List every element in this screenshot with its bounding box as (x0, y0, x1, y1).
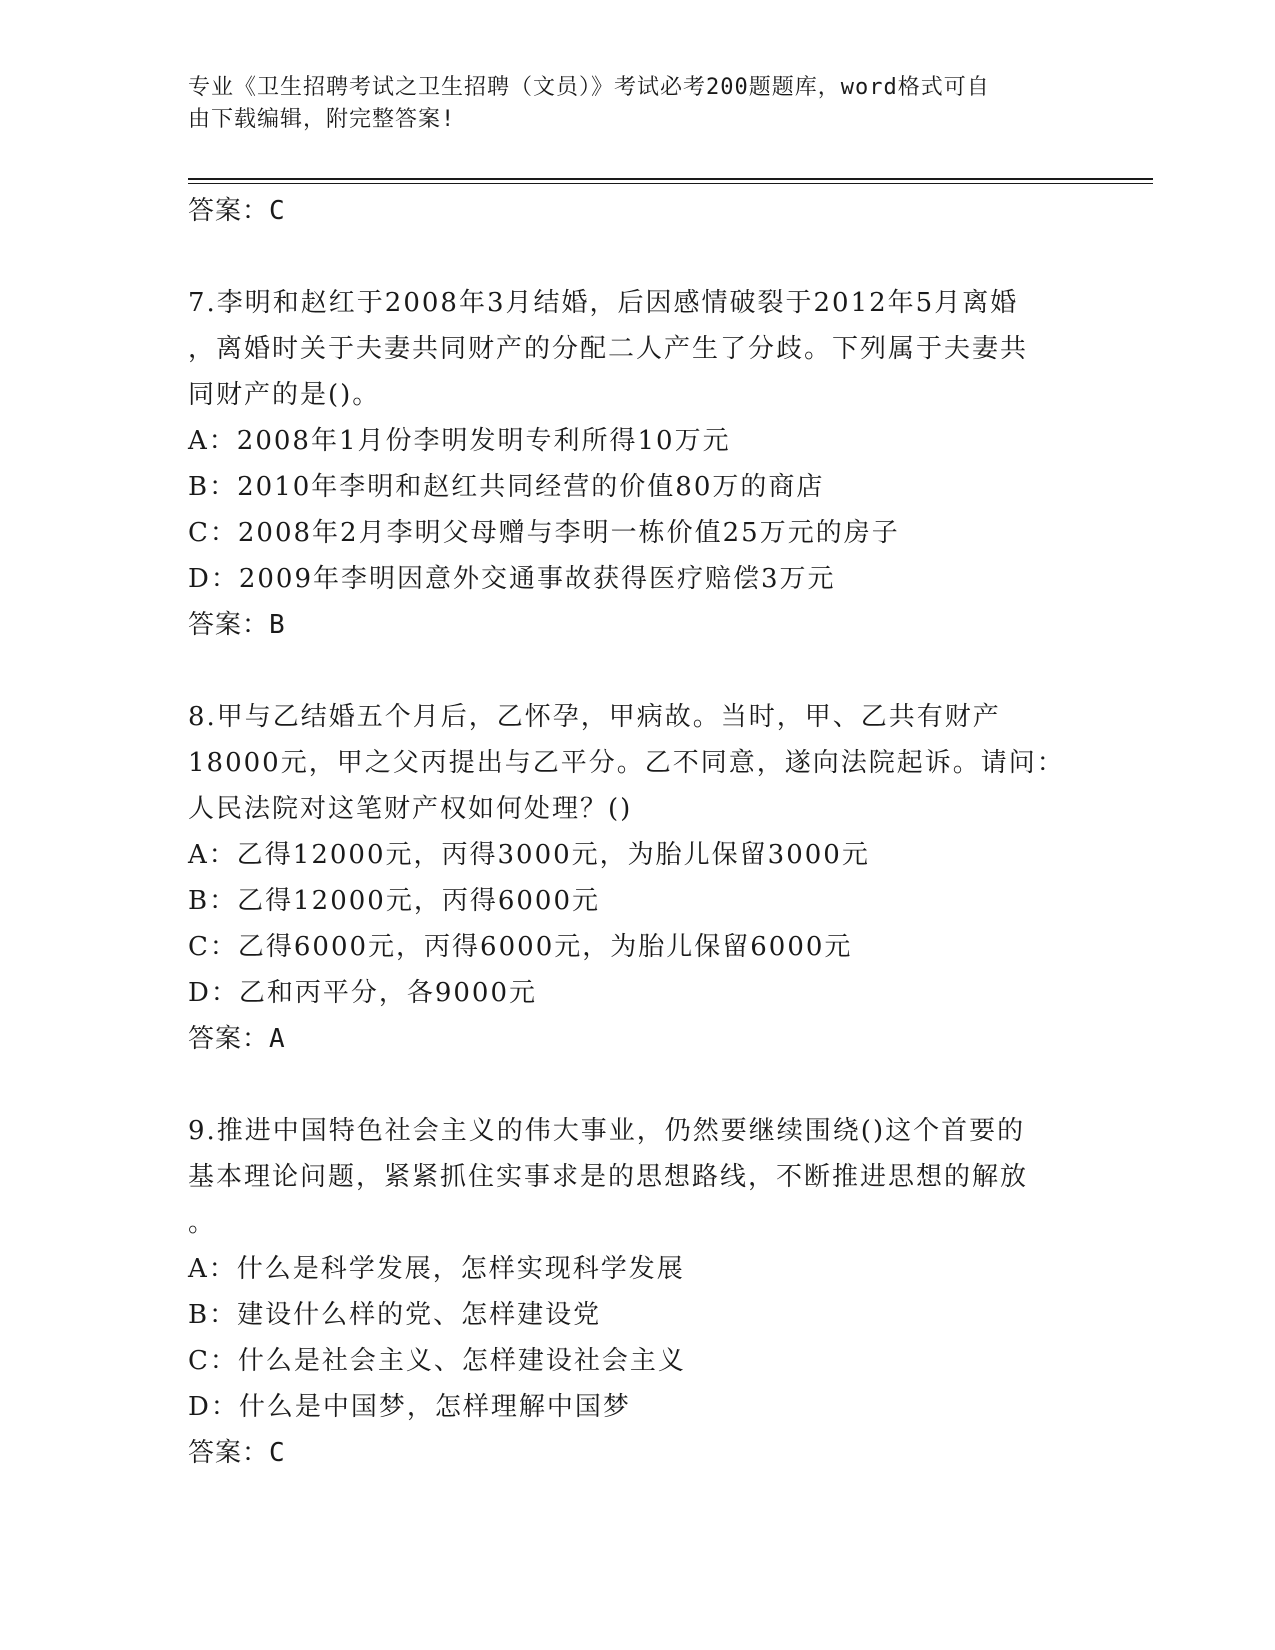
option-a: A：2008年1月份李明发明专利所得10万元 (188, 426, 731, 456)
option-b: B：建设什么样的党、怎样建设党 (188, 1300, 602, 1330)
option-d: D：乙和丙平分，各9000元 (188, 978, 538, 1008)
question-block (188, 694, 1068, 1062)
question-stem-line: 7.李明和赵红于2008年3月结婚，后因感情破裂于2012年5月离婚 (188, 288, 1019, 318)
document-header (188, 72, 1068, 136)
question-stem-line: 人民法院对这笔财产权如何处理？() (188, 794, 633, 824)
option-a: A：什么是科学发展，怎样实现科学发展 (188, 1254, 685, 1284)
question-stem-line: 8.甲与乙结婚五个月后，乙怀孕，甲病故。当时，甲、乙共有财产 (188, 702, 1001, 732)
question-answer: 答案：A (188, 1024, 286, 1054)
spacer (188, 1062, 1068, 1108)
question-block (188, 1108, 1068, 1476)
header-divider-thick (188, 178, 1153, 180)
option-c: C：2008年2月李明父母赠与李明一栋价值25万元的房子 (188, 518, 900, 548)
question-stem-line: 基本理论问题，紧紧抓住实事求是的思想路线，不断推进思想的解放 (188, 1162, 1029, 1192)
question-stem-line: 18000元，甲之父丙提出与乙平分。乙不同意，遂向法院起诉。请问： (188, 748, 1065, 778)
header-line-2: 由下载编辑，附完整答案! (188, 107, 456, 132)
header-divider-thin (188, 183, 1153, 184)
header-line-1: 专业《卫生招聘考试之卫生招聘（文员）》考试必考200题题库，word格式可自 (188, 75, 990, 100)
option-d: D：什么是中国梦，怎样理解中国梦 (188, 1392, 631, 1422)
spacer (188, 234, 1068, 280)
option-b: B：乙得12000元，丙得6000元 (188, 886, 600, 916)
question-stem-line: 。 (188, 1208, 217, 1238)
document-body (188, 188, 1068, 1476)
question-stem-line: ，离婚时关于夫妻共同财产的分配二人产生了分歧。下列属于夫妻共 (188, 334, 1029, 364)
previous-answer: 答案：C (188, 196, 286, 226)
question-stem-line: 9.推进中国特色社会主义的伟大事业，仍然要继续围绕()这个首要的 (188, 1116, 1026, 1146)
option-a: A：乙得12000元，丙得3000元，为胎儿保留3000元 (188, 840, 870, 870)
question-answer: 答案：C (188, 1438, 286, 1468)
option-c: C：乙得6000元，丙得6000元，为胎儿保留6000元 (188, 932, 853, 962)
question-stem-line: 同财产的是()。 (188, 380, 381, 410)
option-c: C：什么是社会主义、怎样建设社会主义 (188, 1346, 686, 1376)
question-block (188, 280, 1068, 648)
option-b: B：2010年李明和赵红共同经营的价值80万的商店 (188, 472, 825, 502)
spacer (188, 648, 1068, 694)
question-answer: 答案：B (188, 610, 286, 640)
option-d: D：2009年李明因意外交通事故获得医疗赔偿3万元 (188, 564, 836, 594)
